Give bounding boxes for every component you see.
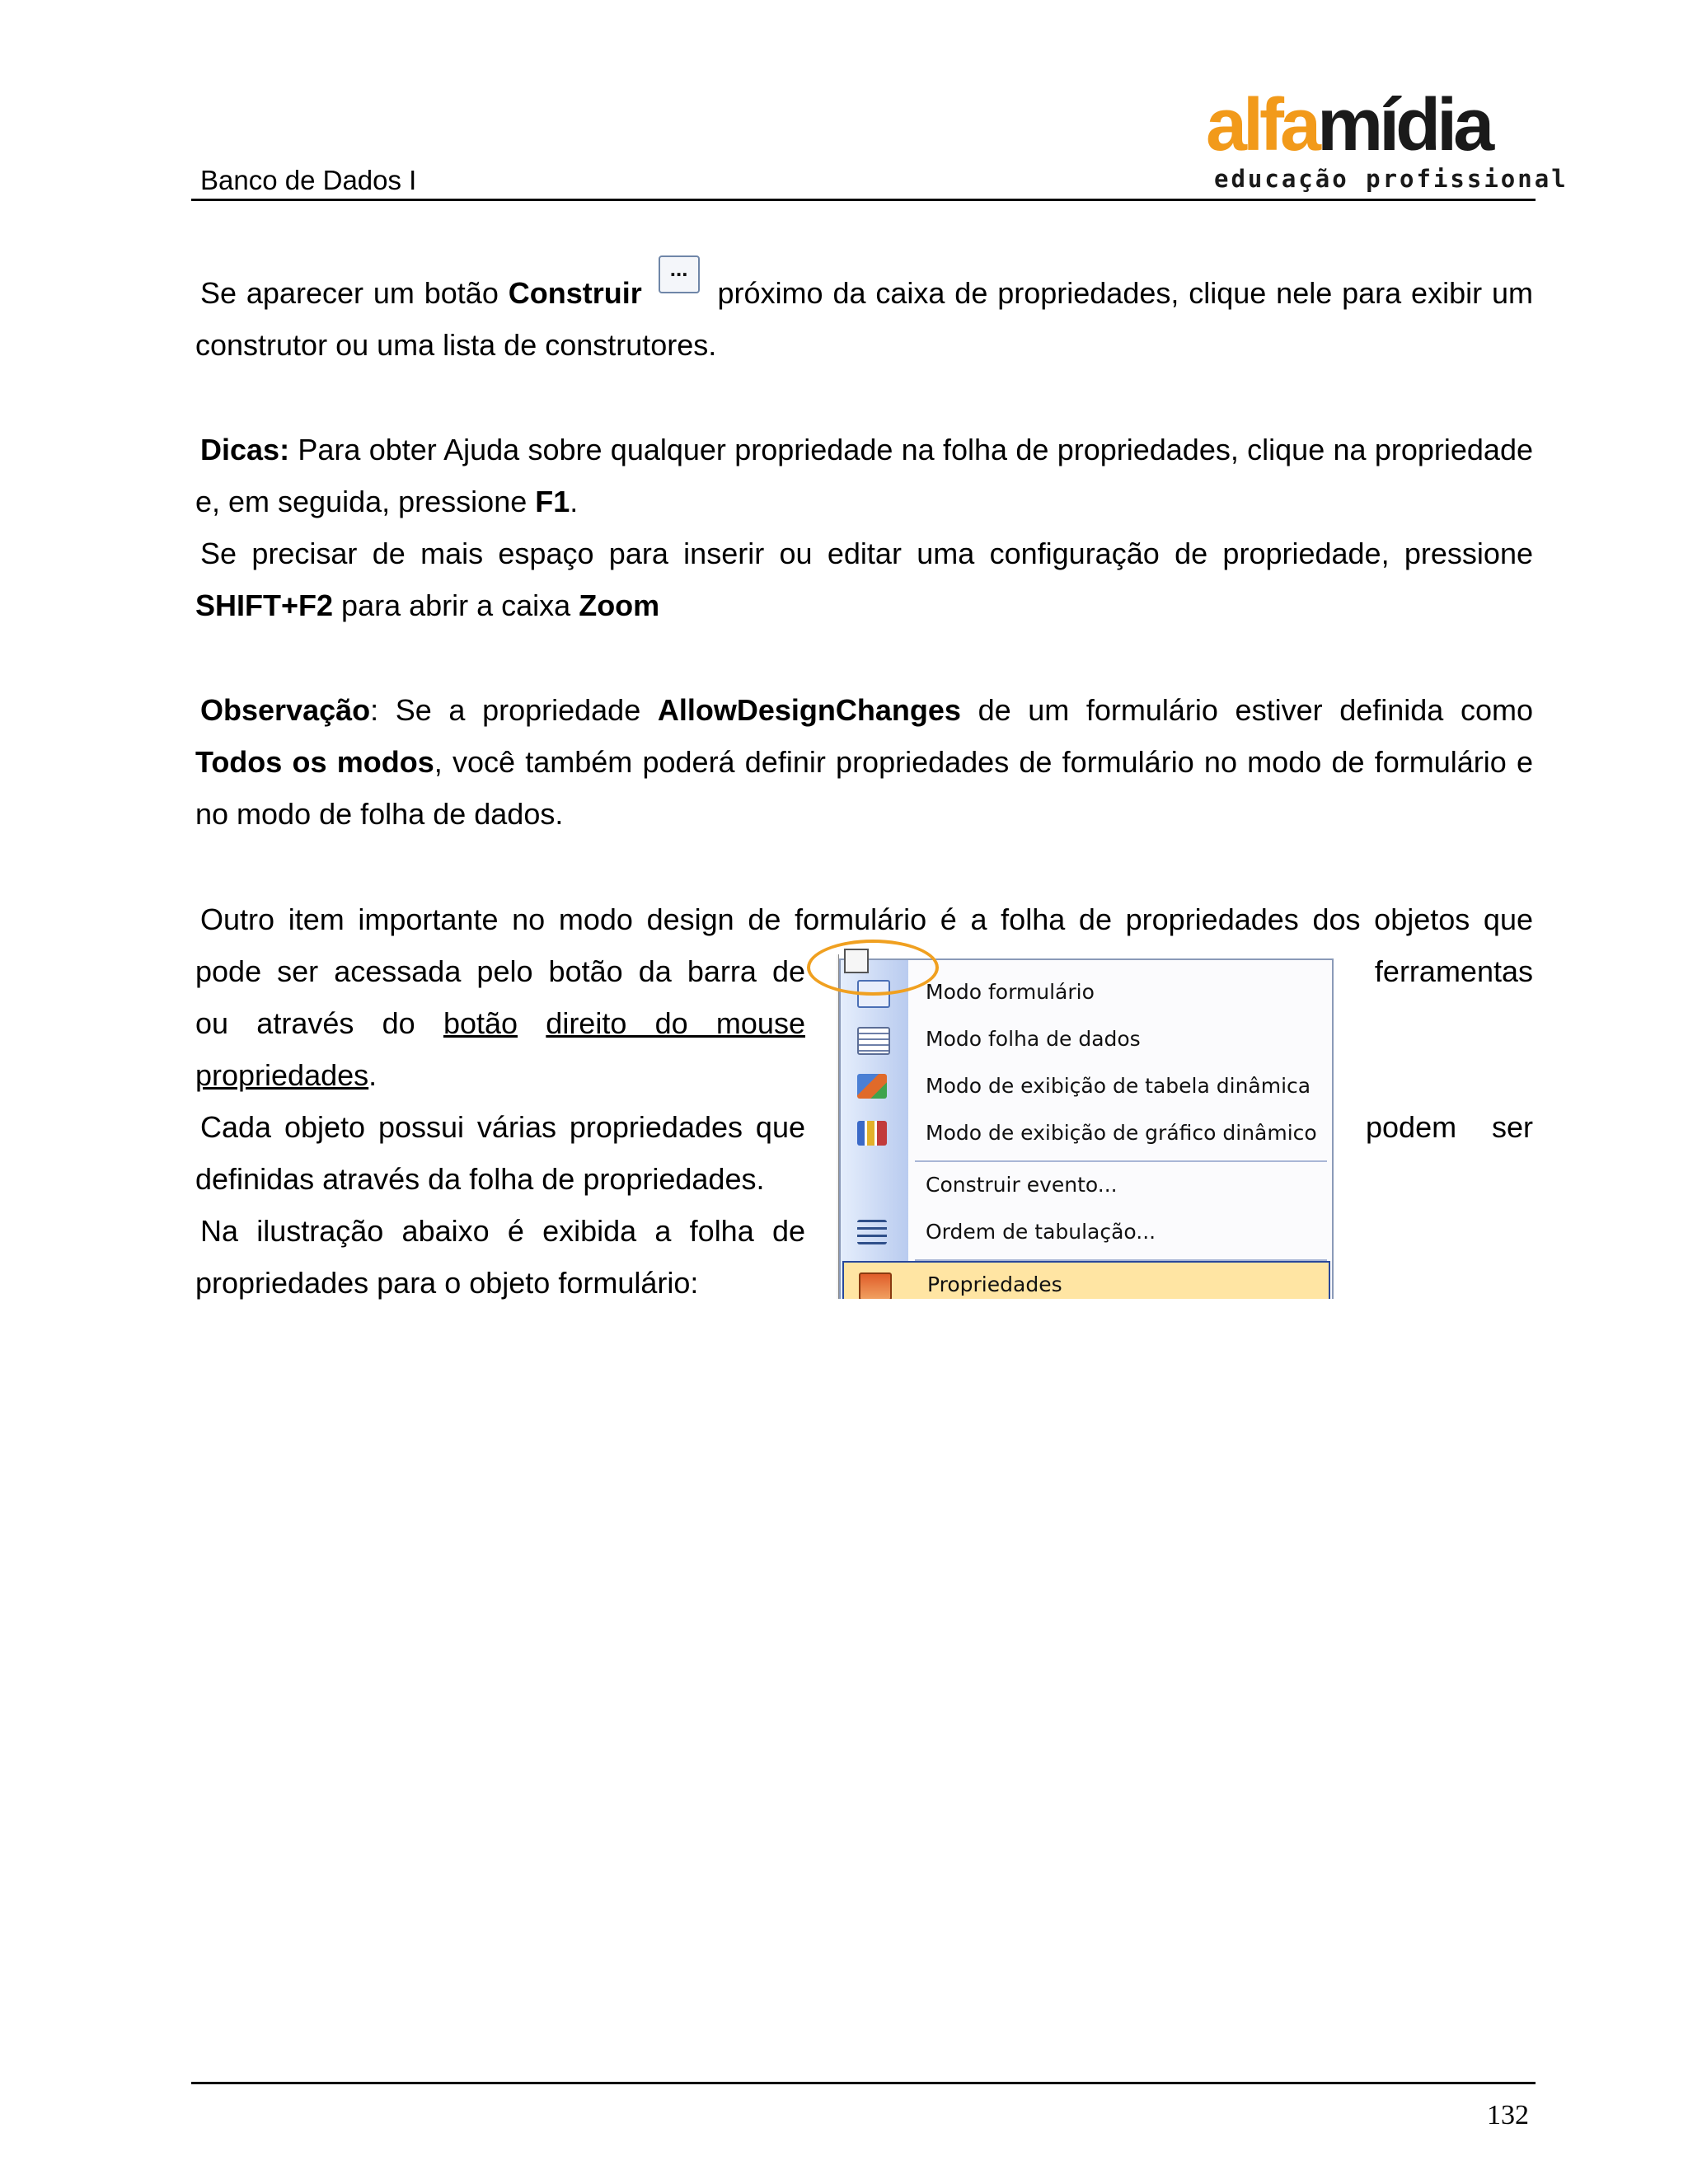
- footer-divider: [191, 2082, 1536, 2084]
- left-col-line3: propriedades.: [195, 1058, 377, 1092]
- company-logo: [1206, 84, 1568, 195]
- left-col-line7: propriedades para o objeto formulário:: [195, 1266, 699, 1300]
- menu-item-tab-order[interactable]: Ordem de tabulação...: [841, 1210, 1332, 1254]
- right-col-line4: podem ser: [1366, 1110, 1533, 1144]
- menu-item-form-view[interactable]: Modo formulário: [841, 970, 1332, 1015]
- paragraph-zoom: Se precisar de mais espaço para inserir ou editar uma configuração de propriedade, pressione SHIFT+F2 para abrir a caixa Zoom: [195, 537, 1533, 622]
- callout-ellipse: [807, 940, 939, 996]
- context-menu: [839, 958, 1334, 1299]
- left-col-line5: definidas através da folha de propriedades.: [195, 1162, 765, 1196]
- menu-separator: [915, 1160, 1327, 1162]
- paragraph-outro-item-line1: Outro item importante no modo design de formulário é a folha de propriedades dos objetos que: [200, 902, 1533, 936]
- paragraph-dicas: Dicas: Para obter Ajuda sobre qualquer propriedade na folha de propriedades, clique na propriedade e, em seguida, pressione F1.: [195, 433, 1533, 518]
- left-col-line6: Na ilustração abaixo é exibida a folha de: [200, 1214, 805, 1248]
- properties-icon: [859, 1272, 892, 1299]
- paragraph-construir: Se aparecer um botão Construir ... próximo da caixa de propriedades, clique nele para exibir um construtor ou uma lista de construtores.: [195, 256, 1533, 362]
- right-col-line1: ferramentas: [1374, 954, 1533, 988]
- context-menu-screenshot: [837, 954, 1335, 1299]
- pivot-chart-icon: [857, 1121, 887, 1146]
- menu-item-datasheet-view[interactable]: Modo folha de dados: [841, 1017, 1332, 1062]
- page-number: 132: [1487, 2100, 1529, 2130]
- menu-item-build-event[interactable]: Construir evento...: [926, 1173, 1118, 1197]
- menu-item-pivot-chart[interactable]: Modo de exibição de gráfico dinâmico: [841, 1111, 1332, 1155]
- header-divider: [191, 199, 1536, 201]
- pivot-table-icon: [857, 1074, 887, 1099]
- logo-wordmark: alfamídia: [1206, 84, 1491, 166]
- datasheet-view-icon: [857, 1027, 890, 1055]
- left-col-line4: Cada objeto possui várias propriedades que: [200, 1110, 805, 1144]
- paragraph-observacao: Observação: Se a propriedade AllowDesignChanges de um formulário estiver definida como Todos os modos, você também poderá definir propriedades de formulário no modo de formulário e no modo de folha de dados.: [195, 693, 1533, 831]
- tab-order-icon: [857, 1220, 887, 1244]
- menu-item-properties[interactable]: Propriedades: [842, 1261, 1330, 1299]
- left-col-line2: ou através do botão direito do mouse: [195, 1006, 805, 1040]
- logo-tagline: educação profissional: [1214, 165, 1568, 193]
- build-button-icon: ...: [659, 255, 700, 293]
- menu-item-pivot-table[interactable]: Modo de exibição de tabela dinâmica: [841, 1064, 1332, 1108]
- left-col-line1: pode ser acessada pelo botão da barra de: [195, 954, 805, 988]
- header-title: Banco de Dados I: [200, 165, 417, 195]
